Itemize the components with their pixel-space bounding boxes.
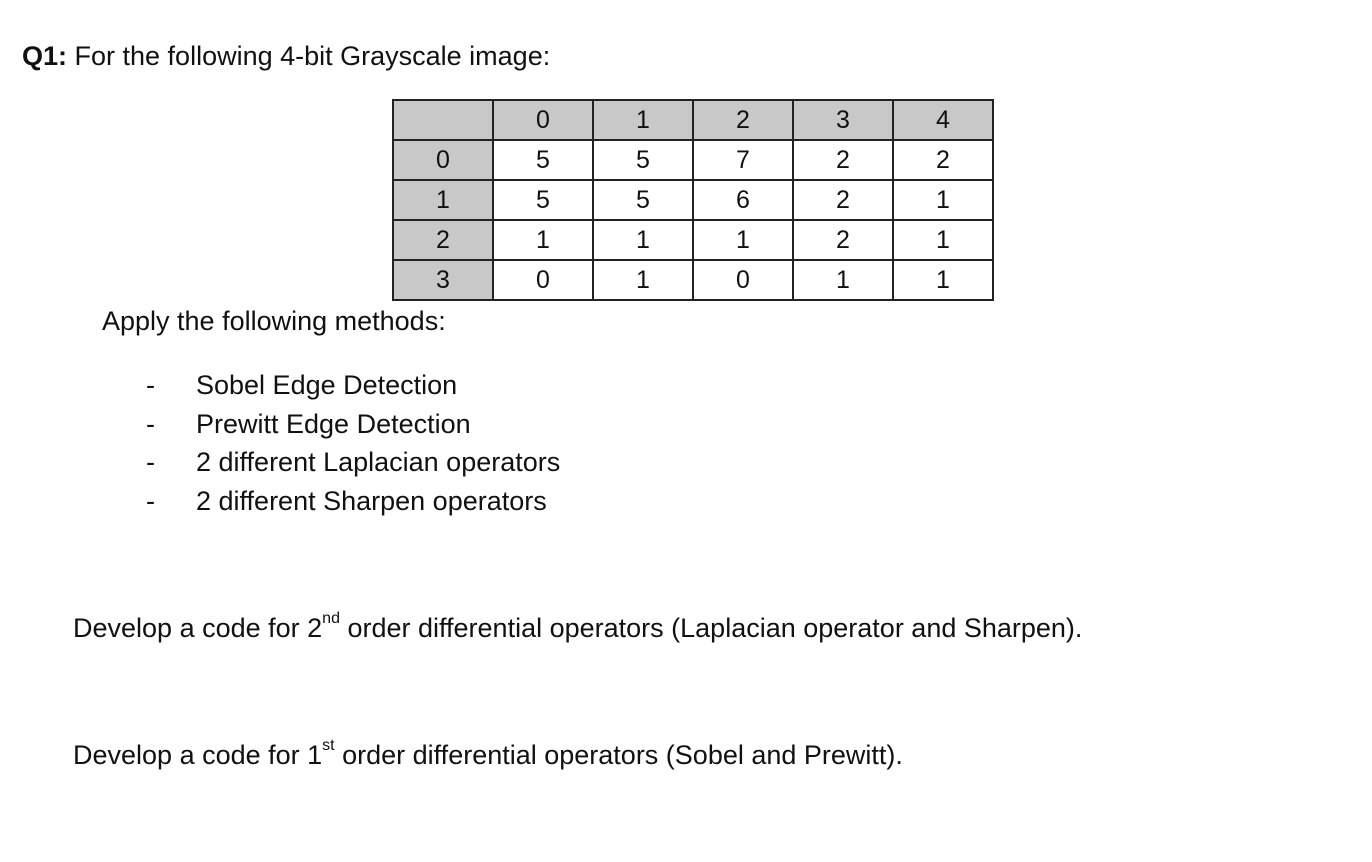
pixel-cell: 5 — [593, 180, 693, 220]
grayscale-image-table — [392, 99, 994, 301]
table-row — [393, 180, 993, 220]
pixel-cell: 2 — [793, 180, 893, 220]
row-header-1: 1 — [393, 180, 493, 220]
column-header-3: 3 — [793, 100, 893, 140]
method-label: 2 different Sharpen operators — [196, 485, 547, 516]
list-item — [146, 405, 560, 444]
pixel-cell: 0 — [493, 260, 593, 300]
pixel-cell: 1 — [893, 260, 993, 300]
pixel-cell: 1 — [593, 220, 693, 260]
table-corner-cell — [393, 100, 493, 140]
table-row — [393, 140, 993, 180]
pixel-cell: 2 — [793, 220, 893, 260]
pixel-cell: 1 — [593, 260, 693, 300]
pixel-cell: 2 — [893, 140, 993, 180]
method-label: Prewitt Edge Detection — [196, 408, 471, 439]
pixel-cell: 7 — [693, 140, 793, 180]
pixel-cell: 1 — [493, 220, 593, 260]
list-item — [146, 482, 560, 521]
pixel-cell: 6 — [693, 180, 793, 220]
ordinal-superscript: nd — [322, 610, 340, 627]
list-bullet: - — [146, 408, 155, 439]
pixel-cell: 1 — [893, 180, 993, 220]
list-item — [146, 443, 560, 482]
row-header-3: 3 — [393, 260, 493, 300]
column-header-4: 4 — [893, 100, 993, 140]
pixel-cell: 1 — [793, 260, 893, 300]
table-row — [393, 260, 993, 300]
list-bullet: - — [146, 485, 155, 516]
method-label: 2 different Laplacian operators — [196, 447, 561, 477]
pixel-cell: 1 — [693, 220, 793, 260]
question-label: Q1: — [22, 41, 68, 71]
column-header-0: 0 — [493, 100, 593, 140]
row-header-2: 2 — [393, 220, 493, 260]
task-second-order — [73, 610, 1082, 646]
list-item — [146, 366, 560, 405]
method-label: Sobel Edge Detection — [196, 370, 458, 400]
task-suffix: order differential operators (Sobel and Prewitt). — [334, 740, 903, 770]
row-header-0: 0 — [393, 140, 493, 180]
pixel-cell: 2 — [793, 140, 893, 180]
table-header-row — [393, 100, 993, 140]
task-suffix: order differential operators (Laplacian operator and Sharpen). — [339, 613, 1083, 643]
list-bullet: - — [146, 370, 155, 400]
table-row — [393, 220, 993, 260]
task-prefix: Develop a code for 2 — [73, 613, 323, 643]
instruction-text: Apply the following methods: — [102, 306, 446, 336]
pixel-cell: 5 — [493, 140, 593, 180]
pixel-cell: 0 — [693, 260, 793, 300]
pixel-cell: 5 — [593, 140, 693, 180]
methods-list — [146, 366, 560, 520]
column-header-1: 1 — [593, 100, 693, 140]
column-header-2: 2 — [693, 100, 793, 140]
task-first-order — [73, 737, 903, 773]
list-bullet: - — [146, 447, 155, 477]
pixel-cell: 5 — [493, 180, 593, 220]
question-text: For the following 4-bit Grayscale image: — [67, 41, 551, 71]
ordinal-superscript: st — [322, 737, 335, 754]
pixel-cell: 1 — [893, 220, 993, 260]
task-prefix: Develop a code for 1 — [73, 740, 323, 770]
question-title — [22, 38, 550, 74]
